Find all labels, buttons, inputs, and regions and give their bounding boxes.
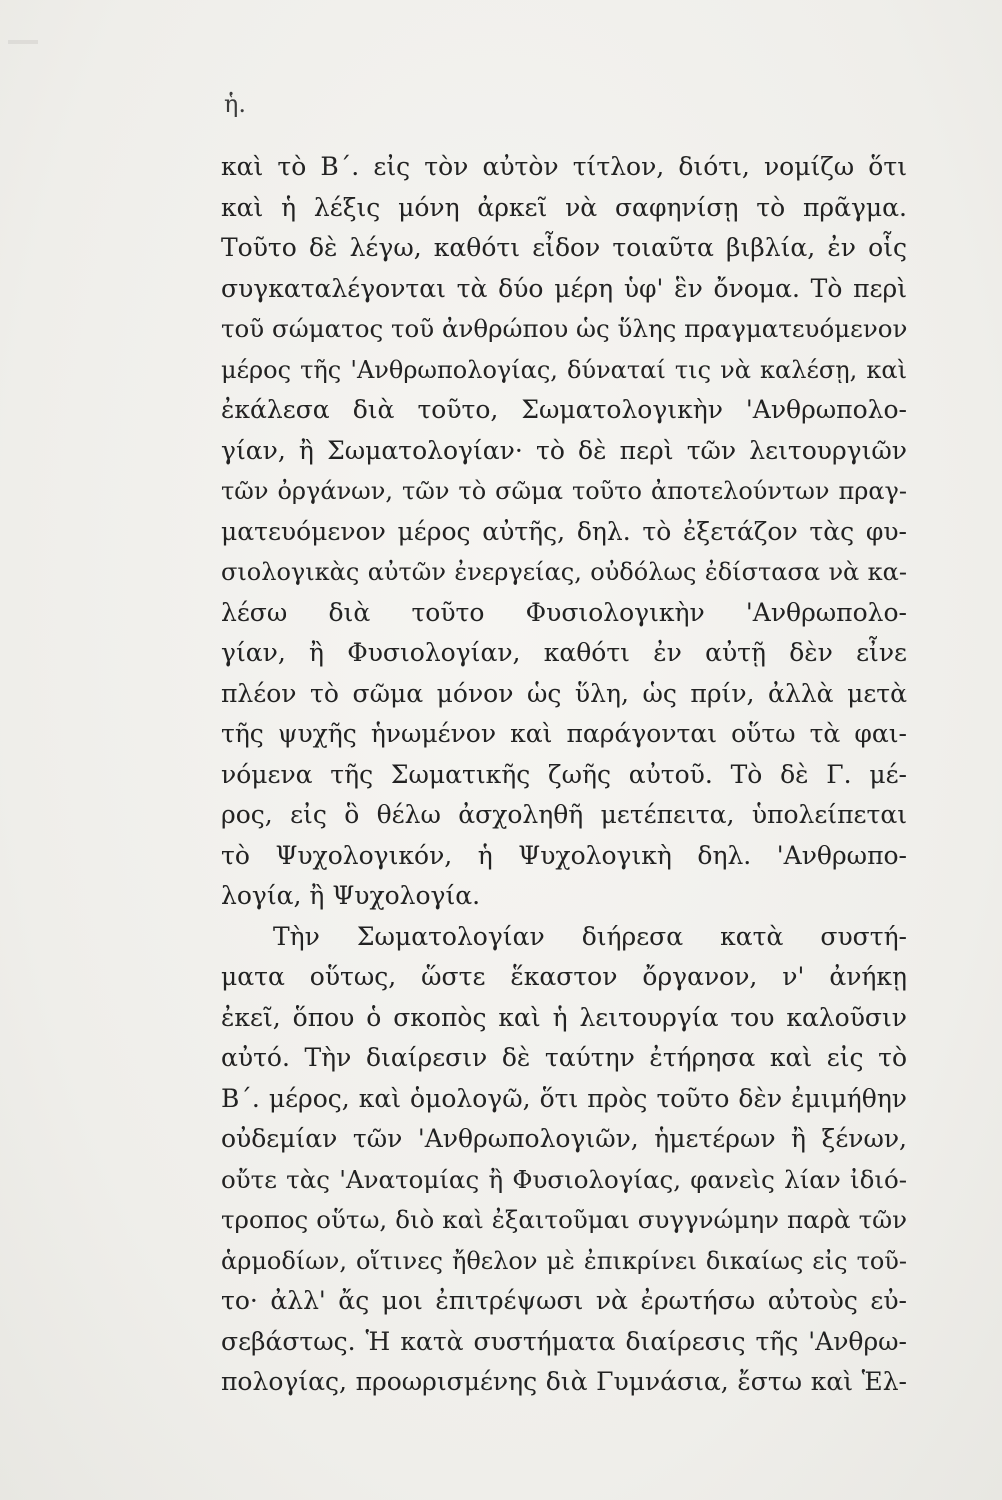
text-line: ρος, εἰς ὃ θέλω ἀσχοληθῆ μετέπειτα, ὑπολείπεται	[221, 800, 907, 829]
text-line: σεβάστως. Ἡ κατὰ συστήματα διαίρεσις τῆς 'Ανθρω-	[221, 1326, 907, 1356]
text-line: μέρος τῆς 'Ανθρωπολογίας, δύναταί τις νὰ καλέσῃ, καὶ	[221, 355, 907, 384]
text-line: λογία, ἢ Ψυχολογία.	[221, 881, 481, 910]
text-line: το· ἀλλ' ἄς μοι ἐπιτρέψωσι νὰ ἐρωτήσω αὐτοὺς εὐ-	[221, 1286, 907, 1315]
text-line: σιολογικὰς αὐτῶν ἐνεργείας, οὐδόλως ἐδίστασα νὰ κα-	[221, 558, 907, 586]
text-line: τροπος οὕτω, διὸ καὶ ἐξαιτοῦμαι συγγνώμην παρὰ τῶν	[221, 1205, 907, 1234]
text-line: Τοῦτο δὲ λέγω, καθότι εἶδον τοιαῦτα βιβλία, ἐν οἷς	[221, 233, 907, 262]
scan-smudge	[8, 40, 38, 44]
text-line: ἐκεῖ, ὅπου ὁ σκοπὸς καὶ ἡ λειτουργία του καλοῦσιν	[221, 1002, 907, 1032]
text-line: αὐτό. Τὴν διαίρεσιν δὲ ταύτην ἐτήρησα καὶ εἰς τὸ	[221, 1043, 907, 1072]
text-line: λέσω διὰ τοῦτο Φυσιολογικὴν 'Ανθρωπολο-	[221, 597, 907, 627]
text-line: γίαν, ἢ Σωματολογίαν· τὸ δὲ περὶ τῶν λειτουργιῶν	[221, 435, 907, 465]
paragraph-1	[221, 147, 907, 917]
text-line: τὸ Ψυχολογικόν, ἡ Ψυχολογικὴ δηλ. 'Ανθρωπο-	[221, 840, 907, 870]
text-line: πολογίας, προωρισμένης διὰ Γυμνάσια, ἔστω καὶ Ἑλ-	[221, 1367, 907, 1396]
text-line: τῶν ὀργάνων, τῶν τὸ σῶμα τοῦτο ἀποτελούντων πραγ-	[221, 477, 907, 505]
text-line: ἐκάλεσα διὰ τοῦτο, Σωματολογικὴν 'Ανθρωπολο-	[221, 395, 907, 424]
text-line: τοῦ σώματος τοῦ ἀνθρώπου ὡς ὕλης πραγματευόμενον	[221, 314, 907, 343]
text-line: οὐδεμίαν τῶν 'Ανθρωπολογιῶν, ἡμετέρων ἢ ξένων,	[221, 1124, 907, 1153]
text-line: συγκαταλέγονται τὰ δύο μέρη ὑφ' ἓν ὄνομα. Τὸ περὶ	[221, 273, 907, 303]
text-line: οὔτε τὰς 'Ανατομίας ἢ Φυσιολογίας, φανεὶς λίαν ἰδιό-	[221, 1164, 907, 1194]
text-line: πλέον τὸ σῶμα μόνον ὡς ὕλη, ὡς πρίν, ἀλλὰ μετὰ	[221, 678, 907, 708]
text-line: νόμενα τῆς Σωματικῆς ζωῆς αὐτοῦ. Τὸ δὲ Γ. μέ-	[221, 759, 907, 789]
text-line: Β΄. μέρος, καὶ ὁμολογῶ, ὅτι πρὸς τοῦτο δὲν ἐμιμήθην	[221, 1083, 907, 1113]
text-line: ματα οὕτως, ὥστε ἕκαστον ὄργανον, ν' ἀνήκῃ	[221, 962, 907, 991]
text-line: ματευόμενον μέρος αὐτῆς, δηλ. τὸ ἐξετάζον τὰς φυ-	[221, 516, 907, 546]
text-line: Τὴν Σωματολογίαν διήρεσα κατὰ συστή-	[273, 921, 907, 951]
body-text	[221, 147, 907, 1403]
text-line: γίαν, ἢ Φυσιολογίαν, καθότι ἐν αὐτῇ δὲν εἶνε	[221, 638, 907, 667]
text-line: καὶ ἡ λέξις μόνη ἀρκεῖ νὰ σαφηνίσῃ τὸ πρᾶγμα.	[221, 192, 907, 222]
text-line: ἁρμοδίων, οἵτινες ἤθελον μὲ ἐπικρίνει δικαίως εἰς τοῦ-	[221, 1246, 907, 1275]
text-line: καὶ τὸ Β΄. εἰς τὸν αὐτὸν τίτλον, διότι, νομίζω ὅτι	[221, 152, 907, 181]
page-marker: ἡ.	[224, 90, 247, 118]
text-line: τῆς ψυχῆς ἡνωμένον καὶ παράγονται οὕτω τὰ φαι-	[221, 719, 907, 748]
paragraph-2	[221, 917, 907, 1403]
